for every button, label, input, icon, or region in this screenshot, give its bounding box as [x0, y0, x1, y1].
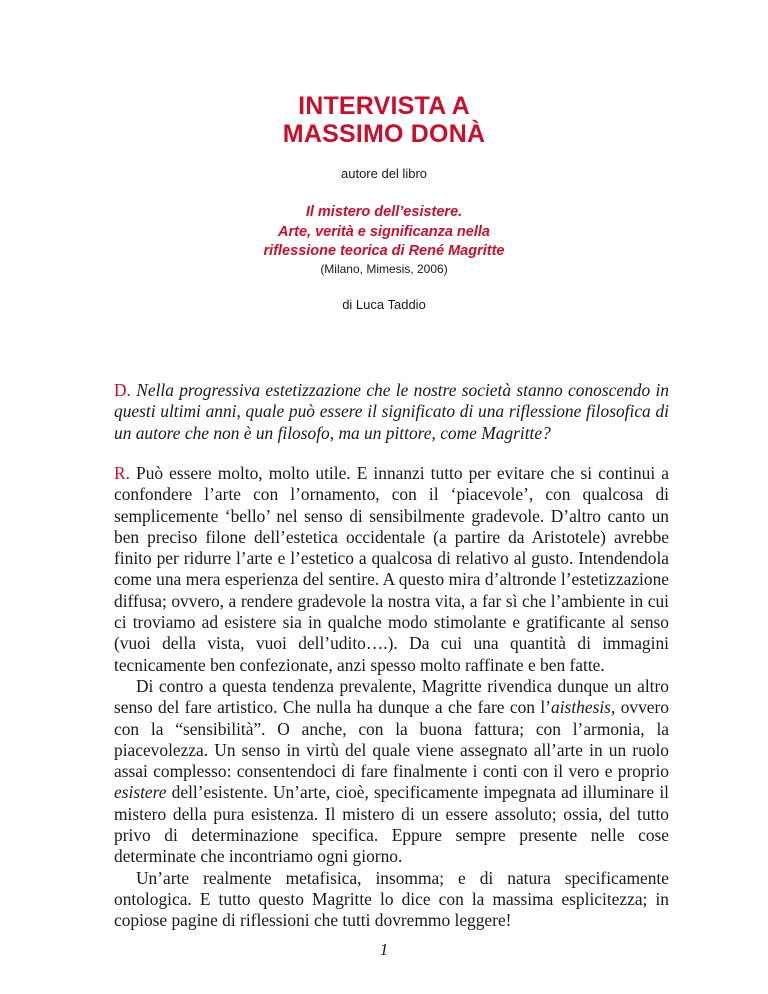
author-of-label: autore del libro	[341, 166, 427, 181]
page-number: 1	[379, 940, 389, 959]
answer-paragraph-3: Un’arte realmente metafisica, insomma; e di natura specificamente ontologica. E tutto questo Magritte lo dice con la massima esplicitezza; in copiose pagine di riflessioni che tutti dovremmo leggere!	[114, 867, 669, 931]
answer-p2-text-a: Di contro a questa tendenza prevalente, Magritte rivendica dunque un altro senso del fare artistico. Che nulla ha dunque a che fare con l’	[114, 675, 669, 718]
question-block	[114, 380, 669, 444]
title-line-2: MASSIMO DONÀ	[282, 120, 486, 148]
byline: di Luca Taddio	[342, 297, 426, 312]
answer-p2-emphasis-1: aisthesis	[551, 697, 611, 718]
answer-paragraph-1	[114, 463, 669, 676]
answer-paragraph-2	[114, 676, 669, 868]
title-line-1: INTERVISTA A	[298, 92, 470, 120]
answer-p2-emphasis-2: esistere	[114, 782, 167, 803]
answer-p2-text-b: , ovvero con la “sensibilità”. O anche, con la buona fattura; con l’armonia, la piacevolezza. Un senso in virtù del quale viene assegnato all’arte in un ruolo assai complesso: consentendoci di fare finalmente i conti con il vero e proprio	[114, 697, 669, 782]
book-title-line-3: riflessione teorica di René Magritte	[263, 243, 505, 259]
answer-p1-text: Può essere molto, molto utile. E innanzi tutto per evitare che si continui a confondere l’arte con l’ornamento, con il ‘piacevole’, con qualcosa di semplicemente ‘bello’ nel senso di sensibilmente gradevole. D’altro canto un ben preciso filone dell’estetica occidentale (a partire da Aristotele) avrebbe finito per ridurre l’arte e l’estetico a qualcosa di relativo al gusto. Intendendola come una mera esperienza del sentire. A questo mira d’altronde l’estetizzazione diffusa; ovvero, a rendere gradevole la nostra vita, a far sì che l’ambiente in cui ci troviamo ad esistere sia in qualche modo stimolante e gratificante al senso (vuoi della vista, vuoi dell’udito….). Da cui una quantità di immagini tecnicamente ben confezionate, anzi spesso molto raffinate e ben fatte.	[114, 463, 669, 675]
book-title-line-2: Arte, verità e significanza nella	[278, 223, 490, 240]
answer-p2-text-c: dell’esistente. Un’arte, cioè, specificamente impegnata ad illuminare il mistero della pura esistenza. Il mistero di un essere assoluto; ossia, del tutto privo di determinazione specifica. Eppure sempre presente nelle cose determinate che incontriamo ogni giorno.	[114, 782, 669, 867]
question-text: Nella progressiva estetizzazione che le nostre società stanno conoscendo in questi ultimi anni, quale può essere il significato di una riflessione filosofica di un autore che non è un filosofo, ma un pittore, come Magritte?	[114, 380, 669, 443]
question-marker: D.	[114, 380, 131, 400]
book-title	[0, 203, 768, 262]
publisher-info: (Milano, Mimesis, 2006)	[320, 262, 448, 276]
book-title-line-1: Il mistero dell’esistere.	[305, 204, 463, 220]
answer-block	[114, 463, 669, 932]
page-title	[0, 92, 768, 148]
answer-marker: R.	[114, 463, 130, 483]
